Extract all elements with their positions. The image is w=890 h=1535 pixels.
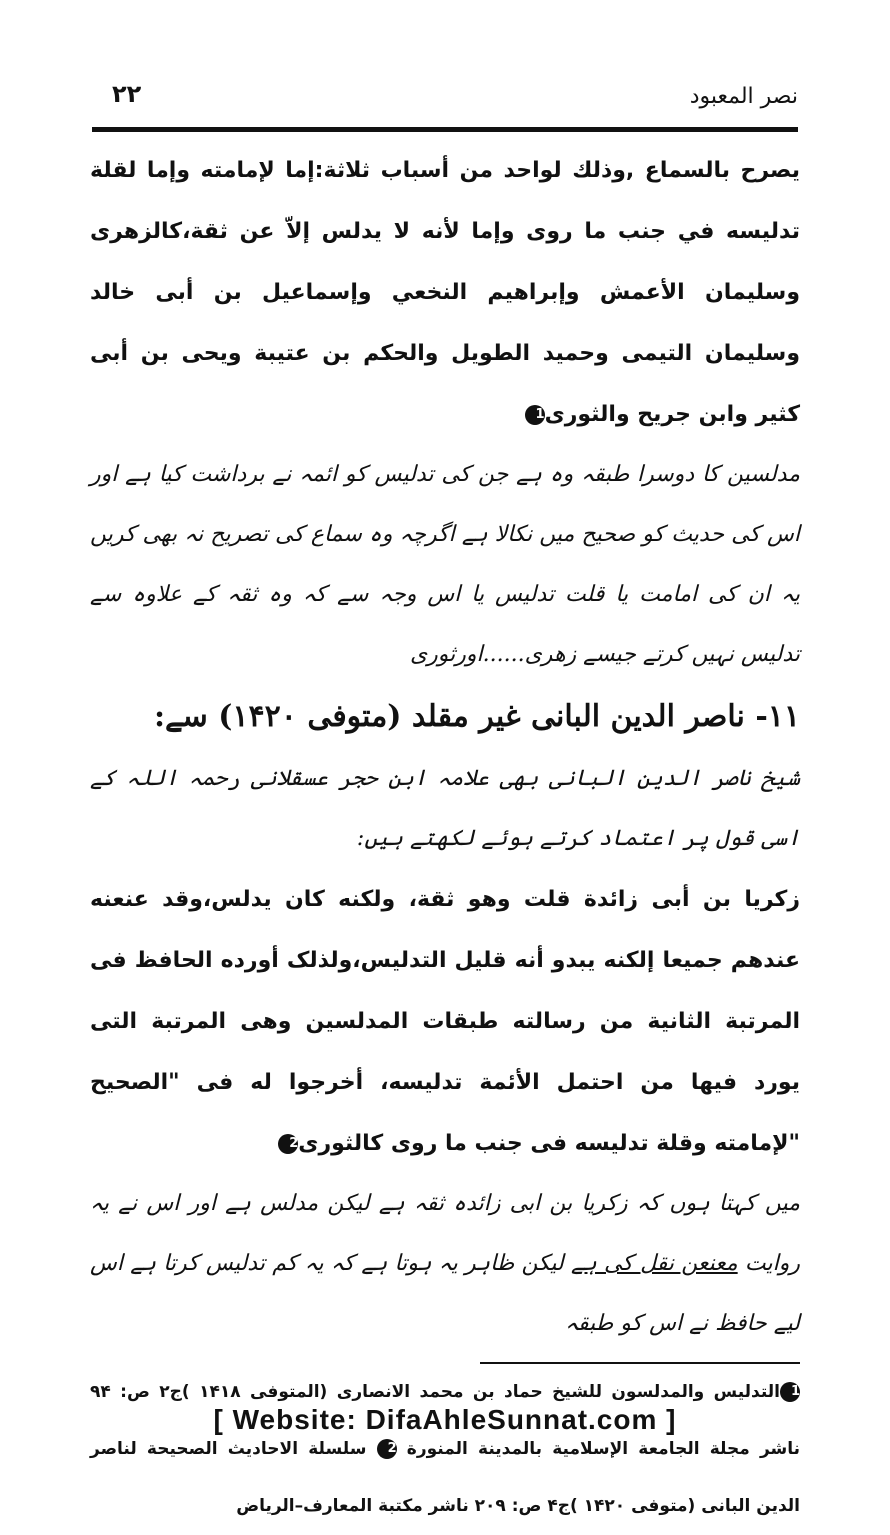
footnote-2-text: سلسلة الاحاديث الصحيحة لناصر الدين البانى (متوفى ۱۴۲۰ )ج۴ ص: ۲۰۹ ناشر مكتبة المعارف–الرياض — [90, 1439, 800, 1516]
footnote-marker-2: 2 — [278, 1134, 298, 1154]
footnote-1-text: التدليس والمدلسون للشيخ حماد بن محمد الانصارى (المتوفى ۱۴۱۸ )ج۲ ص: ۹۴ ناشر مجلة الجامعة الإسلامية بالمدينة المنورة — [90, 1382, 800, 1459]
footnote-marker-1: 1 — [525, 405, 545, 425]
urdu-commentary-3-c: لیکن ظاہر یہ ہوتا ہے کہ یہ کم تدلیس کرتا ہے اس لیے حافظ نے اس کو طبقہ — [90, 1251, 800, 1336]
page-header — [92, 78, 798, 118]
footnote-1-marker: 1 — [780, 1382, 800, 1402]
urdu-intro-2: شیخ ناصر الدین البانی بھی علامہ ابن حجر عسقلانی رحمہ اللہ کے اسی قول پر اعتماد کرتے ہوئے لکھتے ہیں: — [90, 766, 800, 851]
footnote-2-marker: 2 — [377, 1439, 397, 1459]
urdu-translation-1: مدلسین کا دوسرا طبقہ وہ ہے جن کی تدلیس کو ائمہ نے برداشت کیا ہے اور اس کی حدیث کو صحیح میں نکالا ہے اگرچہ وہ سماع کی تصریح نہ بھی کریں یہ ان کی امامت یا قلت تدلیس یا اس وجہ سے کہ وہ ثقہ کے علاوہ سے تدلیس نہیں کرتے جیسے زھری......اورثوری — [90, 462, 800, 667]
running-title: نصر المعبود — [689, 84, 798, 109]
website-footer: [ Website: DifaAhleSunnat.com ] — [213, 1404, 677, 1435]
footnotes — [90, 1364, 800, 1535]
section-heading: ۱۱- ناصر الدین البانی غیر مقلد (متوفی ۱۴۲۰) سے: — [153, 699, 800, 734]
urdu-commentary-3-underlined: معنعن نقل کی ہے — [571, 1251, 738, 1276]
page-number: ۲۲ — [112, 80, 142, 108]
urdu-commentary-3 — [90, 1174, 800, 1354]
arabic-quote-1 — [90, 140, 800, 445]
header-rule — [92, 127, 798, 132]
arabic-quote-2-text: زكريا بن أبى زائدة قلت وهو ثقة، ولكنه كان يدلس،وقد عنعنه عندهم جميعا إلكنه يبدو أنه قليل التدليس،ولذلک أورده الحافظ فى المرتبة الثانية من رسالته طبقات المدلسين وهى المرتبة التى يورد فيها من احتمل الأئمة تدليسه، أخرجوا له فى "الصحيح "لإمامته وقلة تدليسه فى جنب ما روى كالثورى — [90, 887, 800, 1156]
arabic-quote-2 — [90, 869, 800, 1174]
arabic-quote-1-text: يصرح بالسماع ,وذلك لواحد من أسباب ثلاثة:إما لإمامته وإما لقلة تدليسه في جنب ما روى وإما لأنه لا يدلس إلاّ عن ثقة،كالزهرى وسليمان الأعمش وإبراهيم النخعي وإسماعيل بن أبى خالد وسليمان التيمى وحميد الطويل والحكم بن عتيبة ويحى بن أبى كثير وابن جريح والثورى — [90, 158, 800, 427]
page-body — [90, 140, 800, 1535]
urdu-commentary-3-a: میں کہتا ہوں کہ زکریا بن ابی زائدہ ثقہ ہے لیکن مدلس ہے اور اس نے یہ روایت — [90, 1191, 800, 1276]
